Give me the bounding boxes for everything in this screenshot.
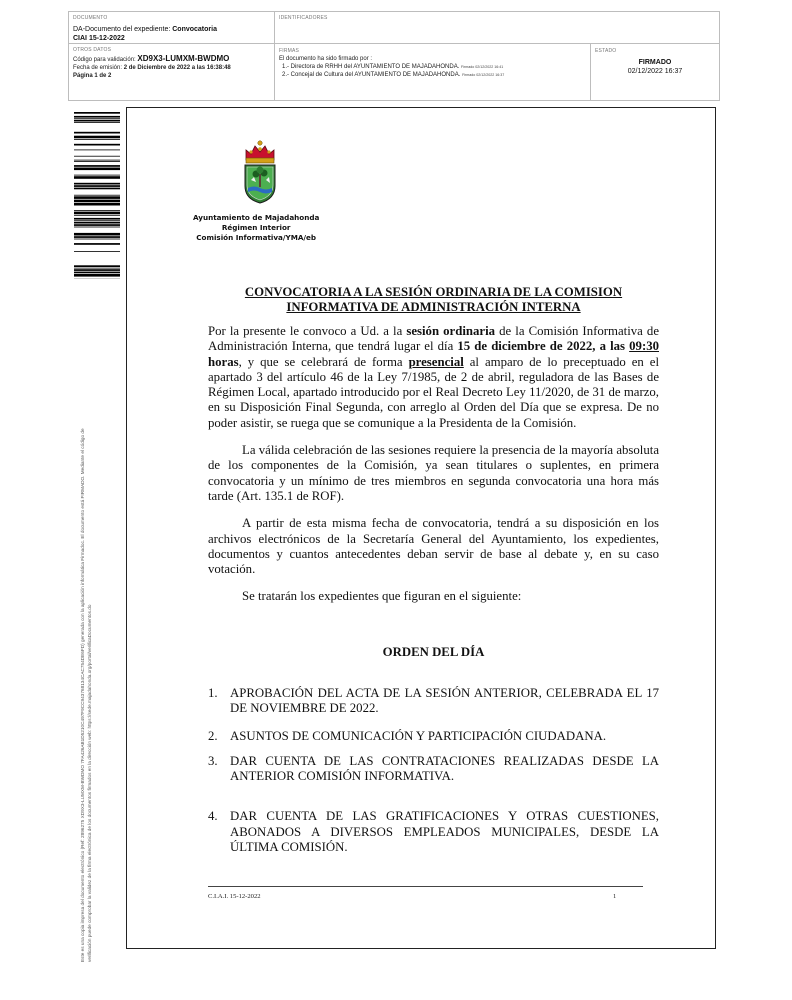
- barcode-bar: [74, 196, 120, 199]
- organization-heading: Ayuntamiento de Majadahonda Régimen Interior Comisión Informativa/YMA/eb: [193, 213, 320, 242]
- documento-value: Convocatoria: [172, 26, 217, 33]
- barcode-bar: [74, 203, 120, 206]
- barcode-bar: [74, 236, 120, 238]
- identificadores-cell: [275, 12, 719, 44]
- ciai-reference: CIAI 15-12-2022: [73, 35, 125, 42]
- barcode-bar: [74, 251, 120, 252]
- fecha-emision: 2 de Diciembre de 2022 a las 16:38:48: [123, 65, 231, 71]
- firmas-label: FIRMAS: [279, 48, 300, 54]
- documento-cell: [69, 12, 275, 44]
- paragraph-quorum: La válida celebración de las sesiones requiere la presencia de la mayoría absoluta de los componentes de la Comisión, ya sean titulares o suplentes, en primera convocatoria y un mínimo de tres miembros en segunda convocatoria una hora más tarde (Art. 135.1 de ROF).: [208, 443, 659, 503]
- barcode-bar: [74, 165, 120, 167]
- barcode-bar: [74, 144, 120, 146]
- barcode-bar: [74, 136, 120, 139]
- orden-del-dia-heading: ORDEN DEL DÍA: [382, 645, 485, 659]
- estado-cell: [591, 44, 719, 100]
- codigo-label: Código para validación:: [73, 57, 138, 63]
- barcode-bar: [74, 265, 120, 267]
- barcode-bar: [74, 274, 120, 277]
- barcode-bar: [74, 118, 120, 119]
- verification-side-text: Este es una copia impresa del documento electrónico (Ref: 2896275 XD9X3-LUMXM-BWDMO 7FA426AB1D5210C497F9CC943768134CAC754DE6FD) generada con la aplicación informática Firmadoc. El documento está FIRMADO. Mediante el código de verificación puede comprobar la validez de la firma electrónica de los documentos firmados en la dirección web: https://sede.majadahonda.org/portal/verificaDocumentos.do: [80, 428, 92, 962]
- barcode-bar: [74, 233, 120, 236]
- otros-datos-label: OTROS DATOS: [73, 47, 112, 53]
- pagina-indicator: Página 1 de 2: [73, 73, 112, 79]
- estado-date: 02/12/2022 16:37: [627, 68, 683, 75]
- barcode-bar: [74, 185, 120, 187]
- barcode-bar: [74, 200, 120, 203]
- barcode-bar: [74, 224, 120, 226]
- barcode-bar: [74, 120, 120, 122]
- documento-label: DOCUMENTO: [73, 15, 108, 21]
- barcode-bar: [74, 112, 120, 114]
- agenda-item: 2. ASUNTOS DE COMUNICACIÓN Y PARTICIPACIÓN CIUDADANA.: [208, 728, 607, 743]
- footer-page-number: 1: [613, 893, 617, 900]
- barcode-bar: [74, 212, 120, 215]
- barcode-bar: [74, 210, 120, 211]
- barcode-bar: [74, 243, 120, 245]
- footer-reference: C.I.A.I. 15-12-2022: [208, 893, 261, 900]
- barcode-bar: [74, 222, 120, 224]
- identificadores-label: IDENTIFICADORES: [279, 15, 328, 21]
- municipal-coat-of-arms-icon: [240, 138, 280, 204]
- barcode-icon: [74, 112, 120, 279]
- estado-label: ESTADO: [595, 48, 617, 54]
- barcode-bar: [74, 188, 120, 190]
- barcode-bar: [74, 220, 120, 221]
- barcode-bar: [74, 161, 120, 162]
- footer-rule: [208, 886, 643, 887]
- firma-1: 1.- Directora de RRHH del AYUNTAMIENTO DE MAJADAHONDA. Firmado 02/12/2022 16:41: [282, 64, 504, 70]
- agenda-item: 4. DAR CUENTA DE LAS GRATIFICACIONES Y OTRAS CUESTIONES, ABONADOS A DIVERSOS EMPLEADOS MUNICIPALES, DESDE LA ÚLTIMA COMISIÓN.: [208, 809, 659, 855]
- barcode-bar: [74, 150, 120, 151]
- barcode-bar: [74, 215, 120, 216]
- document-header-box: [68, 11, 720, 101]
- barcode-bar: [74, 218, 120, 220]
- agenda-item: 1. APROBACIÓN DEL ACTA DE LA SESIÓN ANTERIOR, CELEBRADA EL 17 DE NOVIEMBRE DE 2022.: [208, 686, 659, 716]
- codigo-validacion[interactable]: XD9X3-LUMXM-BWDMO: [137, 54, 230, 63]
- agenda-list: [208, 686, 659, 855]
- barcode-bar: [74, 139, 120, 140]
- barcode-bar: [74, 176, 120, 179]
- fecha-label: Fecha de emisión:: [73, 65, 124, 71]
- documento-value-prefix: DA-Documento del expediente:: [73, 26, 173, 33]
- barcode-bar: [74, 156, 120, 157]
- barcode-bar: [74, 272, 120, 274]
- barcode-bar: [74, 268, 120, 269]
- barcode-bar: [74, 132, 120, 134]
- paragraph-convocatoria: Por la presente le convoco a Ud. a la sesión ordinaria de la Comisión Informativa de Administración Interna, que tendrá lugar el día 15 de diciembre de 2022, a las 09:30 horas, y que se celebrará de forma presencial al amparo de lo preceptuado en el apartado 3 del artículo 46 de la Ley 7/1985, de 2 de abril, reguladora de las Bases de Régimen Local, apartado introducido por el Real Decreto Ley 11/2020, de 31 de marzo, en su Disposición Final Segunda, con arreglo al Orden del Día que se expresa. De no poder asistir, se ruega que se comunique a la Presidenta de la Comisión.: [208, 324, 659, 430]
- barcode-bar: [74, 160, 120, 161]
- barcode-bar: [74, 195, 120, 196]
- firmas-cell: [275, 44, 591, 100]
- estado-value: FIRMADO: [638, 59, 672, 66]
- barcode-bar: [74, 269, 120, 271]
- barcode-bar: [74, 175, 120, 176]
- barcode-bar: [74, 239, 120, 240]
- barcode-bar: [74, 168, 120, 171]
- barcode-bar: [74, 122, 120, 123]
- barcode-bar: [74, 183, 120, 185]
- barcode-bar: [74, 116, 120, 118]
- paragraph-expedientes: Se tratarán los expedientes que figuran en el siguiente:: [242, 589, 522, 604]
- document-title: CONVOCATORIA A LA SESIÓN ORDINARIA DE LA COMISION INFORMATIVA DE ADMINISTRACIÓN INTERNA: [244, 285, 623, 314]
- barcode-bar: [74, 227, 120, 228]
- agenda-item: 3. DAR CUENTA DE LAS CONTRATACIONES REALIZADAS DESDE LA ANTERIOR COMISIÓN INFORMATIVA.: [208, 753, 659, 784]
- document-body: [208, 324, 659, 617]
- otros-datos-cell: [69, 44, 275, 100]
- paragraph-documentacion: A partir de esta misma fecha de convocatoria, tendrá a su disposición en los archivos electrónicos de la Secretaría General del Ayuntamiento, los expedientes, documentos y cuantos antecedentes deban servir de base al debate y, en su caso votación.: [208, 516, 659, 577]
- firmas-intro: El documento ha sido firmado por :: [279, 56, 373, 62]
- firma-2: 2.- Concejal de Cultura del AYUNTAMIENTO DE MAJADAHONDA. Firmado 02/12/2022 16:37: [282, 72, 505, 78]
